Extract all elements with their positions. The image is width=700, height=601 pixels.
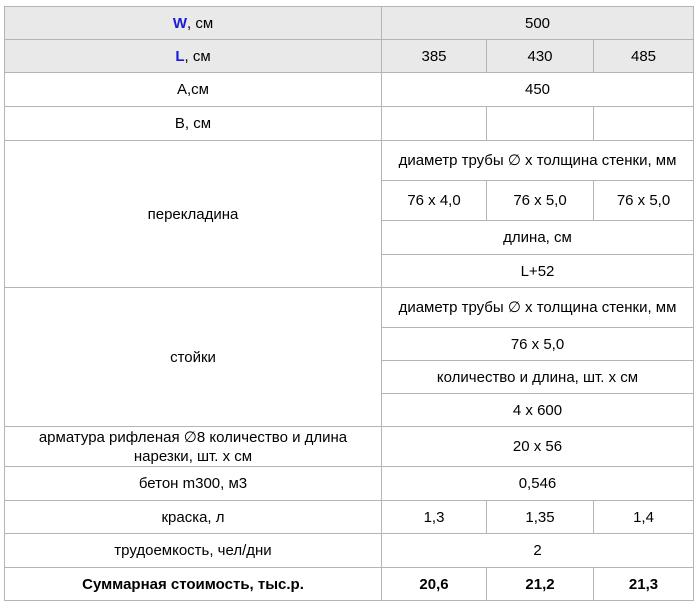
- concrete-value: 0,546: [382, 467, 694, 501]
- l-value-2: 430: [487, 40, 594, 73]
- row-l: [5, 40, 694, 73]
- labor-value: 2: [382, 534, 694, 568]
- a-label: А,см: [5, 73, 382, 107]
- a-value: 450: [382, 73, 694, 107]
- posts-pipe-header: диаметр трубы ∅ х толщина стенки, мм: [382, 288, 694, 328]
- row-rebar: [5, 427, 694, 467]
- total-value-3: 21,3: [594, 568, 694, 601]
- concrete-label: бетон m300, м3: [5, 467, 382, 501]
- total-label: Суммарная стоимость, тыс.р.: [5, 568, 382, 601]
- paint-label: краска, л: [5, 501, 382, 534]
- l-unit: , см: [184, 47, 211, 65]
- crossbar-pipe-header: диаметр трубы ∅ х толщина стенки, мм: [382, 141, 694, 181]
- b-value-2: [487, 107, 594, 141]
- posts-label: стойки: [5, 288, 382, 427]
- l-symbol: L: [175, 47, 185, 65]
- row-w: [5, 7, 694, 40]
- b-label: В, см: [5, 107, 382, 141]
- paint-value-1: 1,3: [382, 501, 487, 534]
- row-concrete: [5, 467, 694, 501]
- w-value: 500: [382, 7, 694, 40]
- total-value-1: 20,6: [382, 568, 487, 601]
- row-crossbar-pipe-header: [5, 141, 694, 181]
- crossbar-length-header: длина, см: [382, 221, 694, 255]
- b-value-1: [382, 107, 487, 141]
- row-labor: [5, 534, 694, 568]
- crossbar-pipe-value-2: 76 х 5,0: [487, 181, 594, 221]
- row-posts-pipe-header: [5, 288, 694, 328]
- total-value-2: 21,2: [487, 568, 594, 601]
- b-value-3: [594, 107, 694, 141]
- crossbar-pipe-value-1: 76 х 4,0: [382, 181, 487, 221]
- w-symbol: W: [172, 14, 187, 32]
- crossbar-length-value: L+52: [382, 255, 694, 288]
- posts-pipe-value: 76 х 5,0: [382, 328, 694, 361]
- rebar-label: арматура рифленая ∅8 количество и длина нарезки, шт. х см: [5, 427, 382, 467]
- row-total: [5, 568, 694, 601]
- w-label-cell: [5, 7, 382, 40]
- w-unit: , см: [187, 14, 214, 32]
- posts-qty-header: количество и длина, шт. х см: [382, 361, 694, 394]
- crossbar-label: перекладина: [5, 141, 382, 288]
- l-value-3: 485: [594, 40, 694, 73]
- row-paint: [5, 501, 694, 534]
- spec-table: [4, 6, 694, 601]
- row-a: [5, 73, 694, 107]
- l-label-cell: [5, 40, 382, 73]
- row-b: [5, 107, 694, 141]
- crossbar-pipe-value-3: 76 х 5,0: [594, 181, 694, 221]
- l-value-1: 385: [382, 40, 487, 73]
- rebar-value: 20 х 56: [382, 427, 694, 467]
- paint-value-3: 1,4: [594, 501, 694, 534]
- paint-value-2: 1,35: [487, 501, 594, 534]
- labor-label: трудоемкость, чел/дни: [5, 534, 382, 568]
- posts-qty-value: 4 х 600: [382, 394, 694, 427]
